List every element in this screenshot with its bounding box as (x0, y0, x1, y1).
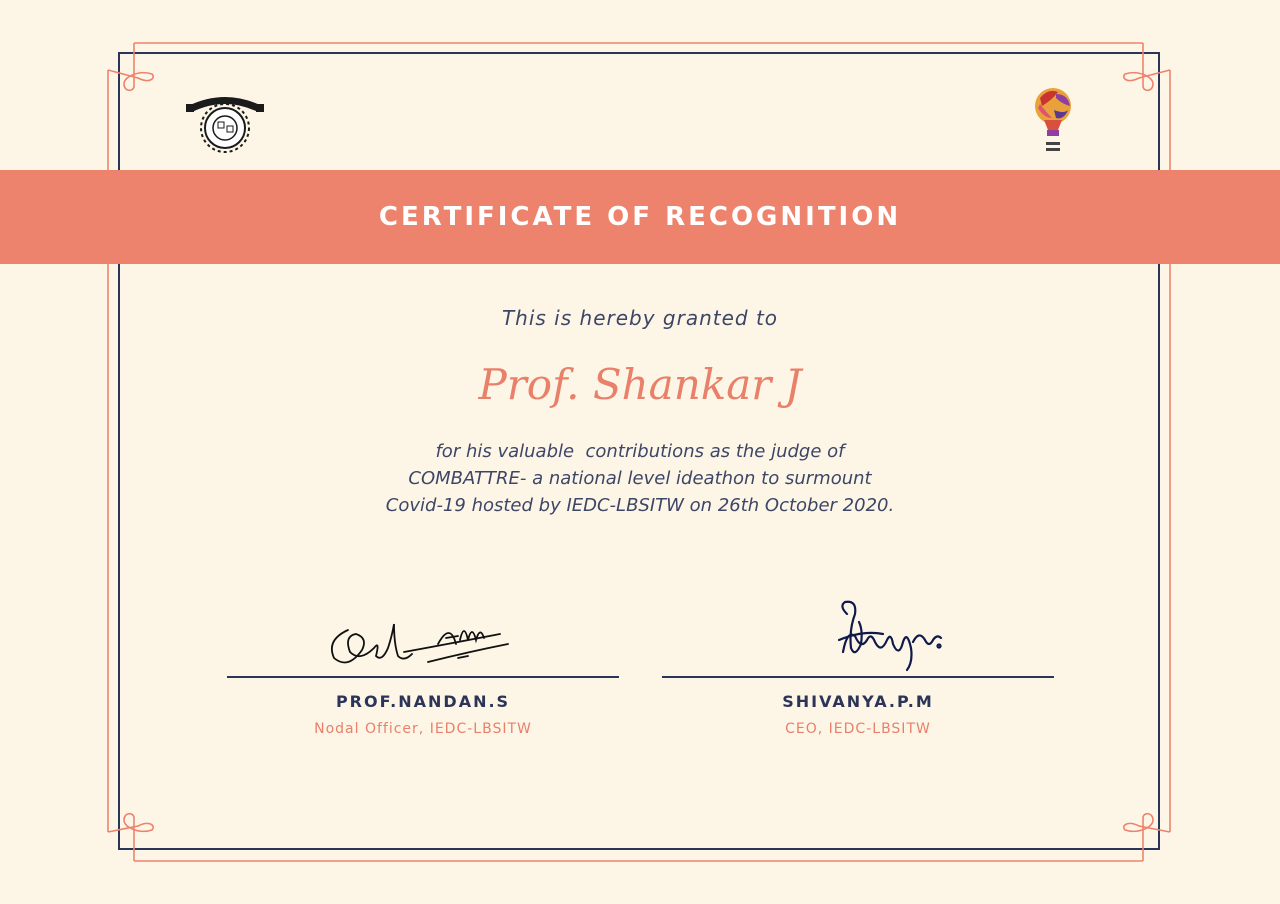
signatory-role: CEO, IEDC-LBSITW (785, 721, 931, 737)
title-banner (0, 170, 1280, 264)
citation-text (0, 438, 1280, 519)
handwritten-signature (743, 600, 973, 674)
certificate-title: CERTIFICATE OF RECOGNITION (378, 202, 902, 232)
citation-line: COMBATTRE- a national level ideathon to surmount (408, 468, 872, 489)
signature-line (227, 676, 619, 678)
citation-line: for his valuable contributions as the judge of (435, 441, 845, 462)
college-emblem-icon (184, 90, 266, 154)
signature-block-ceo (662, 600, 1054, 737)
signature-block-nodal-officer (227, 600, 619, 737)
iedc-lightbulb-icon (1028, 84, 1078, 158)
signature-line (662, 676, 1054, 678)
signatory-role: Nodal Officer, IEDC-LBSITW (314, 721, 532, 737)
signatory-name: SHIVANYA.P.M (782, 692, 934, 711)
recipient-name: Prof. Shankar J (478, 360, 802, 409)
handwritten-signature (308, 600, 538, 674)
citation-line: Covid-19 hosted by IEDC-LBSITW on 26th October 2020. (385, 495, 895, 516)
granted-line: This is hereby granted to (501, 306, 779, 330)
signatory-name: PROF.NANDAN.S (335, 692, 511, 711)
